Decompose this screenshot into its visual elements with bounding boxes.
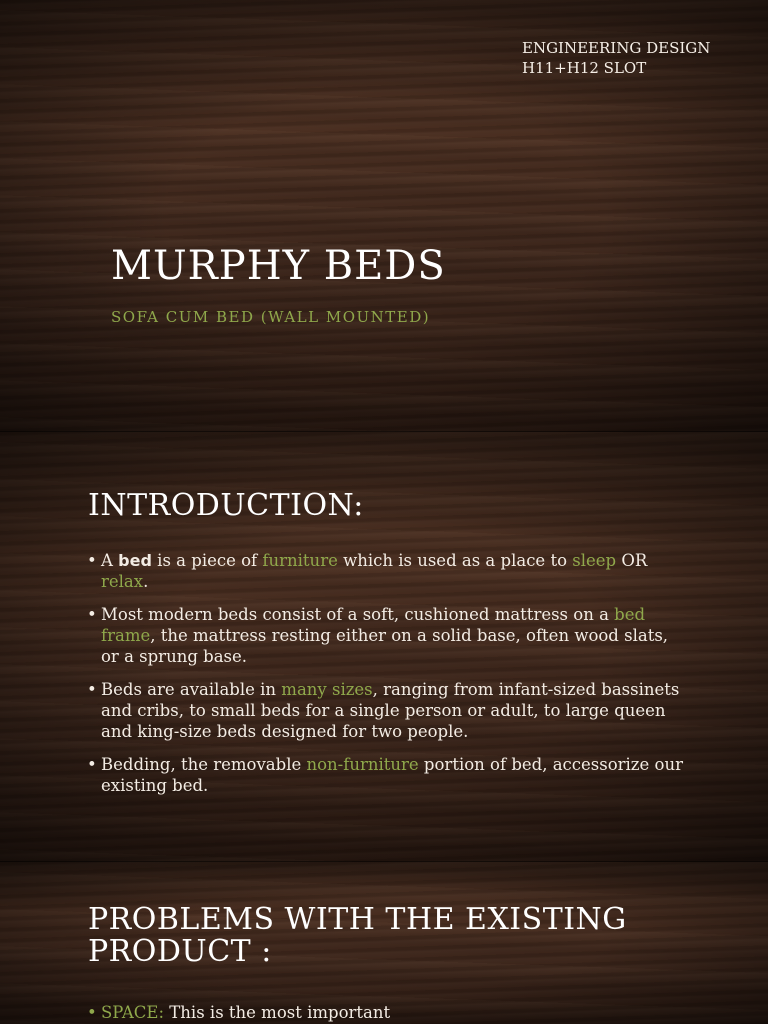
problems-slide [0,862,768,1024]
space-label: SPACE: [101,1003,165,1022]
problems-list [86,1002,686,1024]
bed-term: bed [118,551,152,570]
introduction-list [86,550,686,808]
page-subtitle: SOFA CUM BED (WALL MOUNTED) [111,308,431,326]
list-item: • Bedding, the removable non-furniture portion of bed, accessorize our existing bed. [86,754,686,796]
non-furniture-link[interactable]: non-furniture [306,755,419,774]
title-slide [0,0,768,432]
many-sizes-link[interactable]: many sizes [281,680,373,699]
page-title: MURPHY BEDS [111,243,446,289]
introduction-slide [0,432,768,862]
course-slot: H11+H12 SLOT [522,59,647,77]
furniture-link[interactable]: furniture [262,551,338,570]
sleep-link[interactable]: sleep [572,551,617,570]
list-item: • Most modern beds consist of a soft, cushioned mattress on a bed frame, the mattress resting either on a solid base, often wood slats, or a sprung base. [86,604,686,667]
list-item: • SPACE: This is the most important [86,1002,686,1023]
list-item: • A bed is a piece of furniture which is used as a place to sleep OR relax. [86,550,686,592]
introduction-heading: INTRODUCTION: [88,488,364,523]
bed-frame-link[interactable]: bed frame [101,605,646,645]
course-name: ENGINEERING DESIGN [522,39,711,57]
list-item: • Beds are available in many sizes, ranging from infant-sized bassinets and cribs, to small beds for a single person or adult, to large queen and king-size beds designed for two people. [86,679,686,742]
course-info [522,38,710,78]
problems-heading: PROBLEMS WITH THE EXISTING PRODUCT : [88,902,627,969]
relax-link[interactable]: relax [101,572,144,591]
